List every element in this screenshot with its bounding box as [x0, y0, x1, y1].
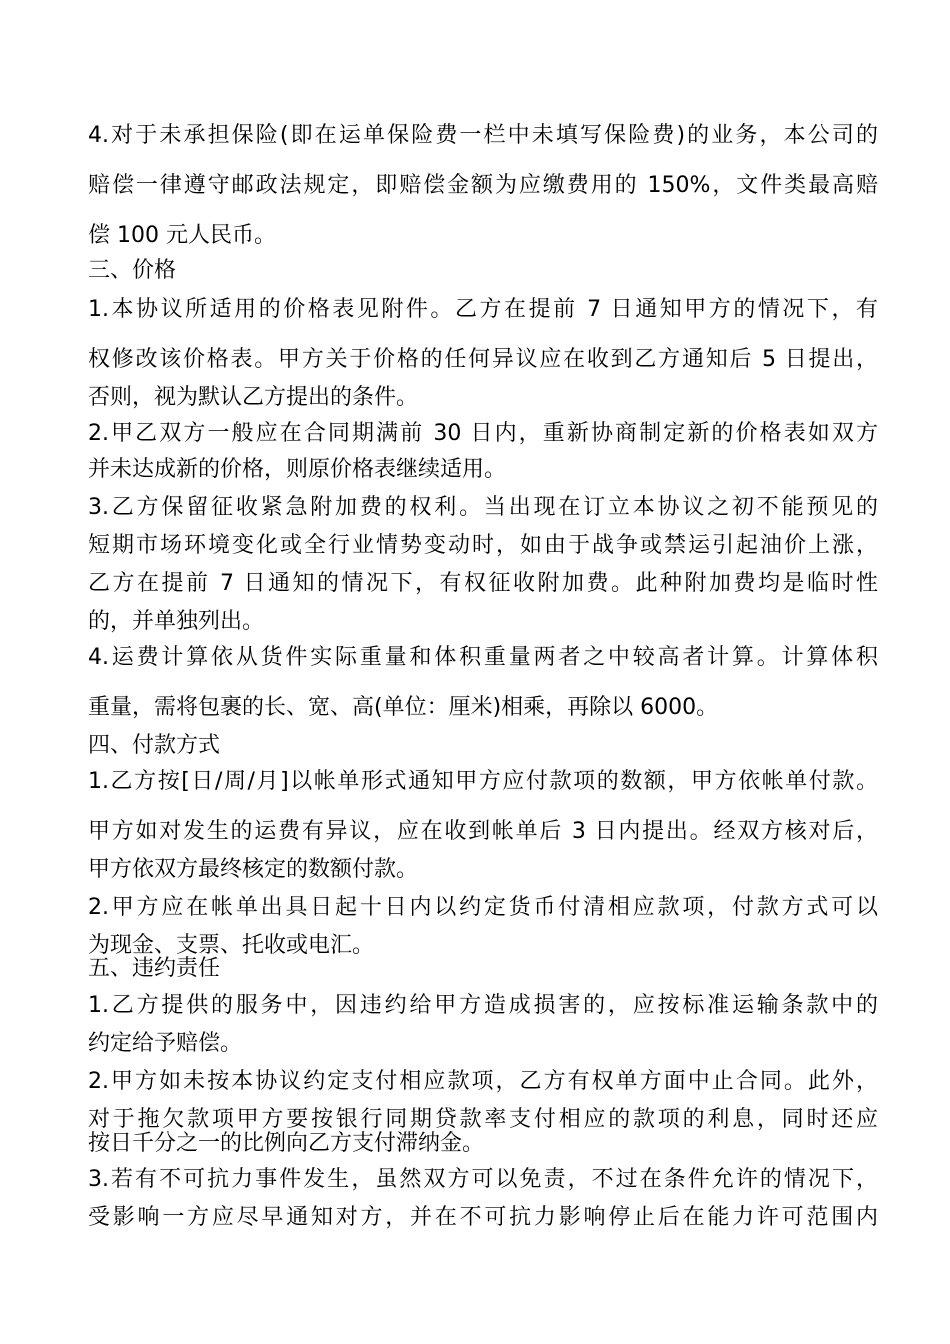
- text-line: 的，并单独列出。: [88, 609, 265, 634]
- text-line: 约定给予赔偿。: [88, 1031, 243, 1056]
- text-line: 甲方如对发生的运费有异议，应在收到帐单后 3 日内提出。经双方核对后，: [88, 819, 878, 844]
- text-line: 短期市场环境变化或全行业情势变动时，如由于战争或禁运引起油价上涨，: [88, 533, 878, 558]
- text-line: 1.本协议所适用的价格表见附件。乙方在提前 7 日通知甲方的情况下，有: [88, 297, 878, 322]
- section-heading-liability: 五、违约责任: [88, 956, 221, 981]
- text-line: 赔偿一律遵守邮政法规定，即赔偿金额为应缴费用的 150%，文件类最高赔: [88, 173, 878, 198]
- text-line: 3.乙方保留征收紧急附加费的权利。当出现在订立本协议之初不能预见的: [88, 495, 878, 520]
- text-line: 受影响一方应尽早通知对方，并在不可抗力影响停止后在能力许可范围内: [88, 1205, 878, 1230]
- section-heading-payment: 四、付款方式: [88, 733, 221, 758]
- text-line: 4.运费计算依从货件实际重量和体积重量两者之中较高者计算。计算体积: [88, 645, 878, 670]
- text-line: 并未达成新的价格，则原价格表继续适用。: [88, 457, 507, 482]
- text-line: 2.甲乙双方一般应在合同期满前 30 日内，重新协商制定新的价格表如双方: [88, 421, 878, 446]
- text-line: 乙方在提前 7 日通知的情况下，有权征收附加费。此种附加费均是临时性: [88, 571, 878, 596]
- text-line: 4.对于未承担保险(即在运单保险费一栏中未填写保险费)的业务，本公司的: [88, 123, 878, 148]
- text-line: 重量，需将包裹的长、宽、高(单位：厘米)相乘，再除以 6000。: [88, 695, 719, 720]
- text-line: 3.若有不可抗力事件发生，虽然双方可以免责，不过在条件允许的情况下，: [88, 1167, 878, 1192]
- text-line: 1.乙方提供的服务中，因违约给甲方造成损害的，应按标准运输条款中的: [88, 993, 878, 1018]
- section-heading-price: 三、价格: [88, 258, 177, 283]
- text-line: 2.甲方如未按本协议约定支付相应款项，乙方有权单方面中止合同。此外，: [88, 1069, 878, 1094]
- text-line: 否则，视为默认乙方提出的条件。: [88, 385, 419, 410]
- text-line: 按日千分之一的比例向乙方支付滞纳金。: [88, 1131, 485, 1156]
- text-line: 权修改该价格表。甲方关于价格的任何异议应在收到乙方通知后 5 日提出，: [88, 347, 878, 372]
- text-line: 甲方依双方最终核定的数额付款。: [88, 857, 419, 882]
- text-line: 偿 100 元人民币。: [88, 223, 276, 248]
- text-line: 为现金、支票、托收或电汇。: [88, 933, 375, 958]
- text-line: 1.乙方按[日/周/月]以帐单形式通知甲方应付款项的数额，甲方依帐单付款。: [88, 769, 878, 794]
- text-line: 对于拖欠款项甲方要按银行同期贷款率支付相应的款项的利息，同时还应: [88, 1107, 878, 1132]
- text-line: 2.甲方应在帐单出具日起十日内以约定货币付清相应款项，付款方式可以: [88, 895, 878, 920]
